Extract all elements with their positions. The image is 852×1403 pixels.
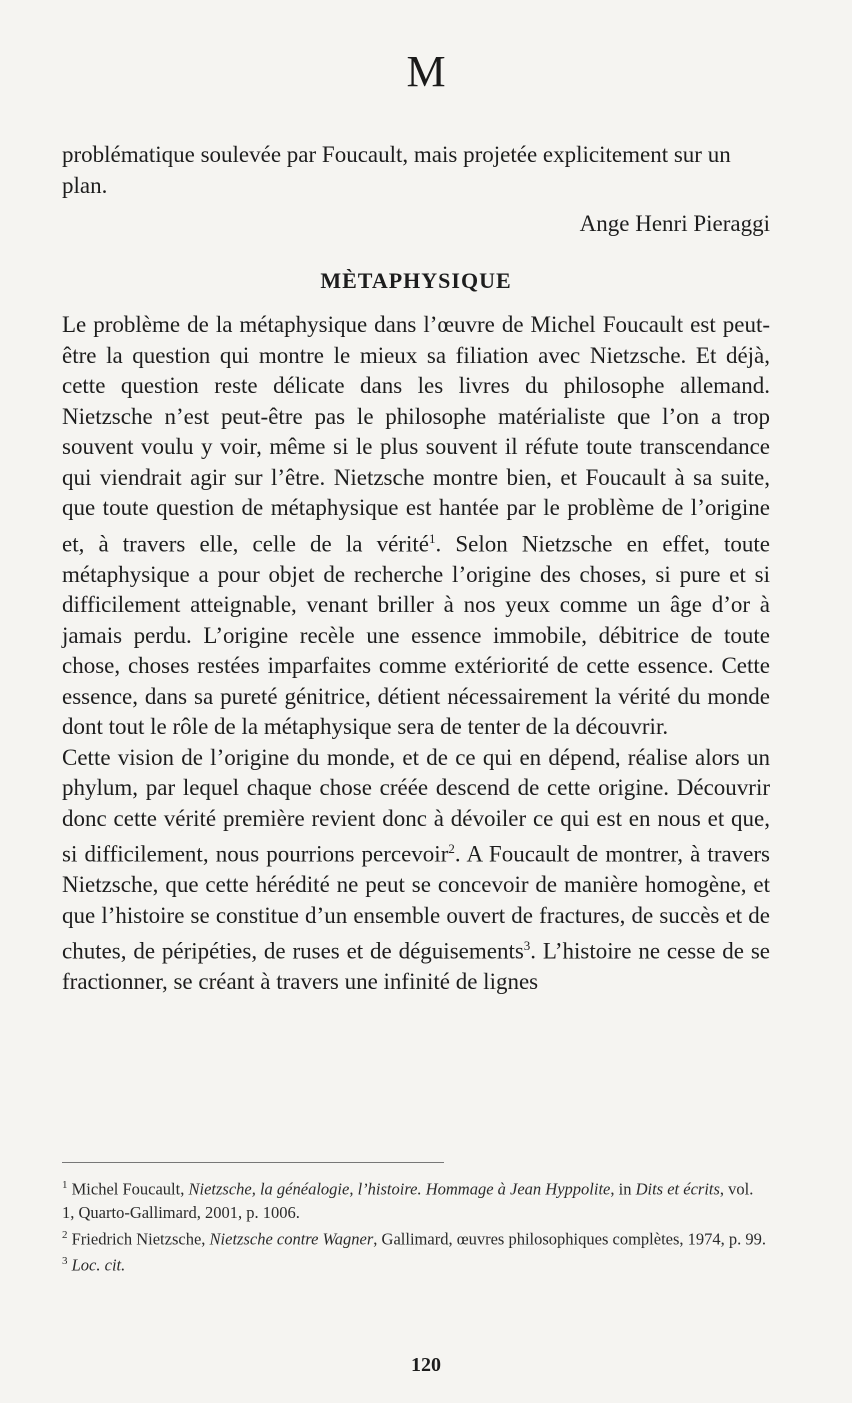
footnote-1-title: Nietzsche, la généalogie, l’histoire. Hommage à Jean Hyppolite bbox=[188, 1179, 611, 1199]
footnote-1-in: , in bbox=[610, 1179, 636, 1199]
footnote-2-details: , Gallimard, œuvres philosophiques complètes, 1974, p. 99. bbox=[373, 1229, 767, 1248]
footnote-2-title: Nietzsche contre Wagner bbox=[209, 1229, 374, 1248]
footnote-ref-2[interactable]: 2 bbox=[448, 841, 455, 857]
footnotes bbox=[62, 1174, 768, 1277]
paragraph-1-text-b: . Selon Nietzsche en effet, toute métaphysique a pour objet de recherche l’origine des choses, si pure et si difficilement atteignable, venant briller à nos yeux comme un âge d’or à jamais perdu. L’origine recèle une essence immobile, débitrice de toute chose, choses restées imparfaites comme extériorité de cette essence. Cette essence, dans sa pureté génitrice, détient nécessairement la vérité du monde dont tout le rôle de la métaphysique sera de tenter de la découvrir. bbox=[62, 531, 770, 740]
footnote-1-number: 1 bbox=[62, 1179, 68, 1191]
footnote-1-author: Michel Foucault, bbox=[67, 1179, 189, 1199]
paragraph-2-text-a: Cette vision de l’origine du monde, et de ce qui en dépend, réalise alors un phylum, par lequel chaque chose créée descend de cette origine. Découvrir donc cette vérité première revient donc à dévoiler ce qui est en nous et que, si difficilement, nous pourrions percevoir bbox=[62, 744, 770, 867]
running-header-letter: M bbox=[406, 47, 446, 96]
footnote-3-text: Loc. cit. bbox=[67, 1255, 126, 1275]
footnote-ref-3[interactable]: 3 bbox=[523, 938, 531, 954]
footnote-2-number: 2 bbox=[62, 1228, 68, 1241]
page-number: 120 bbox=[411, 1354, 441, 1376]
paragraph-1-text-a: Le problème de la métaphysique dans l’œuvre de Michel Foucault est peut-être la question qui montre le mieux sa filiation avec Nietzsche. Et déjà, cette question reste délicate dans les livres du philosophe allemand. Nietzsche n’est peut-être pas le philosophe matérialiste que l’on a trop souvent voulu y voir, même si le plus souvent il réfute toute transcendance qui viendrait agir sur l’être. Nietzsche montre bien, et Foucault à sa suite, que toute question de métaphysique est hantée par le problème de l’origine et, à travers elle, celle de la vérité bbox=[62, 312, 770, 557]
paragraph-2 bbox=[62, 743, 770, 998]
paragraph-1 bbox=[62, 310, 770, 743]
footnote-1-details: , vol. 1, Quarto-Gallimard, 2001, p. 1006. bbox=[62, 1179, 754, 1222]
footnote-3 bbox=[62, 1250, 768, 1277]
section-body bbox=[62, 310, 770, 998]
footnote-2-author: Friedrich Nietzsche, bbox=[67, 1229, 210, 1248]
footnote-ref-1[interactable]: 1 bbox=[428, 530, 436, 546]
section-title: MÈTAPHYSIQUE bbox=[320, 267, 512, 293]
author-signature: Ange Henri Pieraggi bbox=[579, 211, 770, 236]
intro-paragraph: problématique soulevée par Foucault, mais projetée explicitement sur un plan. bbox=[62, 142, 731, 198]
footnote-1-book: Dits et écrits bbox=[635, 1179, 720, 1199]
footnote-1 bbox=[62, 1174, 768, 1224]
footnote-2 bbox=[62, 1224, 768, 1251]
footnote-divider bbox=[62, 1162, 444, 1163]
main-text bbox=[62, 140, 770, 998]
paragraph-2-text-b: . A Foucault de montrer, à travers Nietzsche, que cette hérédité ne peut se concevoir de manière homogène, et que l’histoire se constitue d’un ensemble ouvert de fractures, de succès et de chutes, de péripéties, de ruses et de déguisements bbox=[62, 841, 770, 964]
paragraph-2-text-c: . L’histoire ne cesse de se fractionner, se créant à travers une infinité de lignes bbox=[62, 938, 770, 995]
footnote-3-number: 3 bbox=[62, 1255, 68, 1267]
